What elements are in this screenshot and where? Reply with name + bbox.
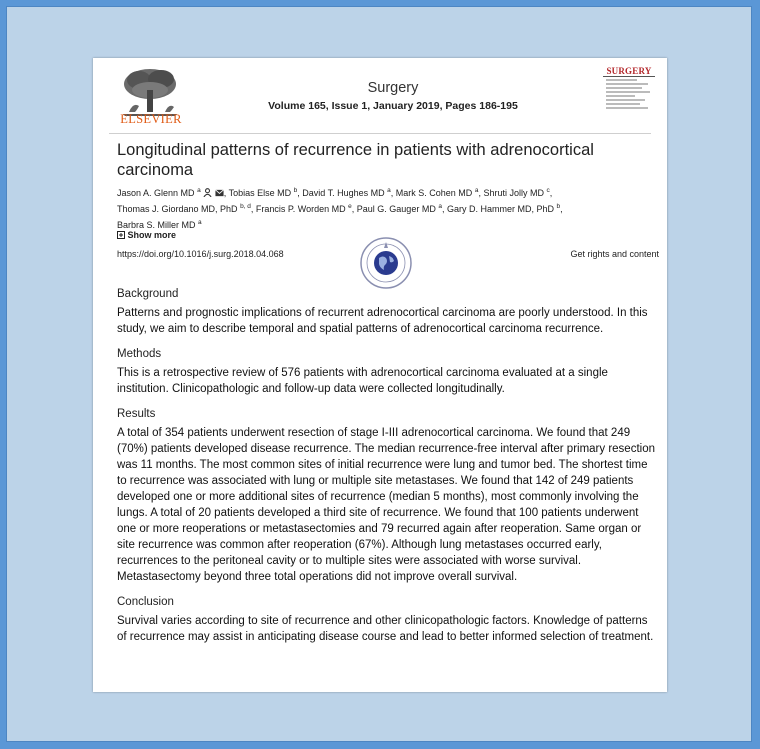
- section-text-results: A total of 354 patients underwent resection of stage I-III adrenocortical carcinoma. We found that 249 (70%) patients developed disease recurrence. The median recurrence-free interval after primary resection was 11 months. The most common sites of initial recurrence were lung and tumor bed. The shortest time to recurrence was associated with lung or multiple site metastases. We found that 142 of 249 patients developed one or more additional sites of recurrence (median 5 months), most commonly involving the lungs. A total of 20 patients developed a third site of recurrence. We found that 100 patients underwent one or more reoperations or metastasectomies and 79 recurred again after reoperation. Same organ or site recurrence was common after reoperation (67%). Although lung metastases occurred early, recurrences to the peritoneal cavity or to multiple sites were associated with worse survival. Metastasectomy beyond three total operations did not improve overall survival.: [117, 427, 655, 583]
- author-list: Jason A. Glenn MD $^a$ , Tobias Else MD $^b$, David T. Hughes MD $^a$, Mark S. Cohen MD $^a$, Shruti Jolly MD $^c$, Thomas J. Giordano MD, PhD $^{b, d}$, Francis P. Worden MD $^e$, Paul G. Gauger MD $^a$, Gary D. Hammer MD, PhD $^b$, Barbra S. Miller MD $^a$: [117, 187, 563, 230]
- author-link[interactable]: Mark S. Cohen MD $^a$: [395, 187, 479, 198]
- envelope-icon[interactable]: [215, 189, 224, 197]
- header-divider: [109, 133, 651, 134]
- section-text-conclusion: Survival varies according to site of recurrence and other clinicopathologic factors. Knowledge of patterns of recurrence may assist in anticipating disease course and lead to better informed selection of treatment.: [117, 615, 654, 643]
- author-link[interactable]: Barbra S. Miller MD $^a$: [117, 219, 202, 230]
- plus-box-icon: [117, 231, 125, 239]
- article-title: Longitudinal patterns of recurrence in patients with adrenocortical carcinoma: [117, 141, 594, 179]
- section-heading-methods: Methods: [117, 348, 162, 360]
- show-more-label: Show more: [127, 230, 177, 240]
- article-page: [93, 58, 667, 692]
- section-text-background: Patterns and prognostic implications of recurrent adrenocortical carcinoma are poorly understood. In this study, we aim to describe temporal and spatial patterns of adrenocortical carcinoma recurrence.: [117, 307, 648, 335]
- cover-contents: [603, 79, 655, 125]
- cover-title: SURGERY: [603, 66, 655, 77]
- rights-link[interactable]: Get rights and content: [570, 249, 659, 259]
- section-heading-results: Results: [117, 408, 156, 420]
- author-link[interactable]: David T. Hughes MD $^a$: [302, 187, 391, 198]
- author-link[interactable]: Paul G. Gauger MD $^a$: [356, 203, 442, 214]
- author-link[interactable]: Jason A. Glenn MD $^a$: [117, 187, 201, 198]
- show-more-button[interactable]: [117, 230, 176, 240]
- section-text-methods: This is a retrospective review of 576 patients with adrenocortical carcinoma evaluated at a single institution. Clinicopathologic and follow-up data were collected longitudinally.: [117, 367, 608, 395]
- section-heading-background: Background: [117, 288, 179, 300]
- doi-link[interactable]: https://doi.org/10.1016/j.surg.2018.04.068: [117, 249, 284, 259]
- publisher-name[interactable]: ELSEVIER: [120, 112, 182, 126]
- volume-line[interactable]: Volume 165, Issue 1, January 2019, Pages 186-195: [268, 100, 518, 112]
- person-icon[interactable]: [203, 188, 212, 197]
- author-link[interactable]: Francis P. Worden MD $^e$: [255, 203, 352, 214]
- section-heading-conclusion: Conclusion: [117, 596, 174, 608]
- author-link[interactable]: Gary D. Hammer MD, PhD $^b$: [446, 203, 561, 214]
- society-seal: [359, 236, 413, 290]
- journal-cover[interactable]: [603, 66, 655, 126]
- author-link[interactable]: Tobias Else MD $^b$: [228, 187, 298, 198]
- author-link[interactable]: Thomas J. Giordano MD, PhD $^{b, d}$: [117, 203, 251, 214]
- journal-name[interactable]: Surgery: [367, 80, 419, 96]
- author-link[interactable]: Shruti Jolly MD $^c$: [483, 187, 550, 198]
- abstract: [117, 288, 657, 656]
